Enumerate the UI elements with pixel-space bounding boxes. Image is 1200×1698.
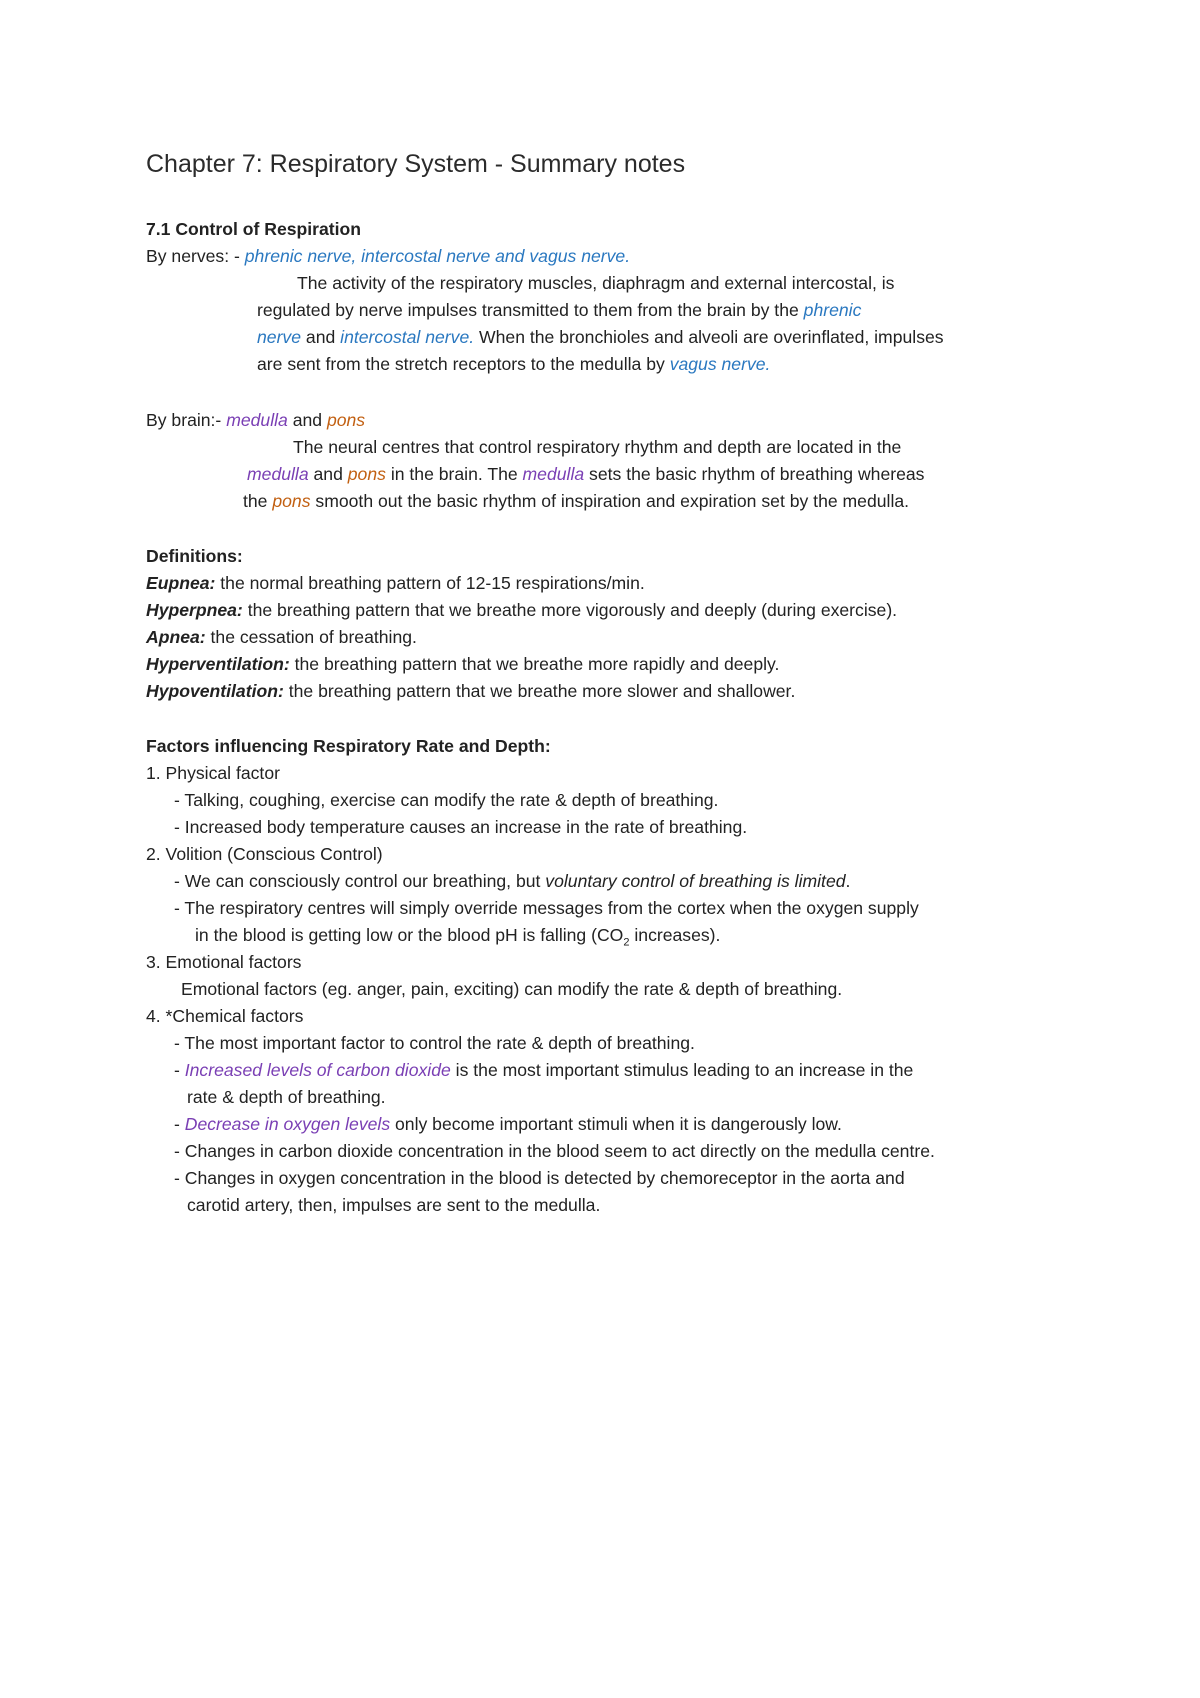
- definition-text: the breathing pattern that we breathe more rapidly and deeply.: [294, 654, 780, 674]
- text-span: are sent from the stretch receptors to the medulla by: [257, 354, 665, 374]
- pons-term: pons: [272, 491, 311, 511]
- definition-text: the cessation of breathing.: [210, 627, 417, 647]
- nerves-paragraph-line-2: [257, 297, 861, 324]
- definitions-heading: Definitions:: [146, 546, 243, 566]
- phrenic-term: phrenic: [803, 300, 862, 320]
- factor-bullet: - Increased body temperature causes an increase in the rate of breathing.: [174, 817, 748, 837]
- factor-title: 2. Volition (Conscious Control): [146, 844, 383, 864]
- medulla-term: medulla: [247, 464, 309, 484]
- text-span: is the most important stimulus leading to an increase in the: [455, 1060, 914, 1080]
- definition-item: [146, 597, 897, 624]
- text-span: .: [845, 871, 851, 891]
- text-span: When the bronchioles and alveoli are overinflated, impulses: [479, 327, 944, 347]
- nerves-list: phrenic nerve, intercostal nerve and vagus nerve: [244, 246, 626, 266]
- subscript: 2: [623, 936, 630, 949]
- nerves-paragraph-line-1: The activity of the respiratory muscles, diaphragm and external intercostal, is: [297, 273, 895, 293]
- text-span: in the blood is getting low or the blood pH is falling (CO: [195, 925, 624, 945]
- brain-paragraph-line-2: [247, 461, 924, 488]
- definition-term: Hyperpnea:: [146, 600, 243, 620]
- factor-bullet-continuation: carotid artery, then, impulses are sent to the medulla.: [187, 1195, 601, 1215]
- brain-line: [146, 407, 365, 434]
- vagus-term: vagus nerve.: [669, 354, 771, 374]
- medulla-term: medulla: [522, 464, 585, 484]
- definition-text: the breathing pattern that we breathe more vigorously and deeply (during exercise).: [247, 600, 898, 620]
- definition-term: Apnea:: [146, 627, 206, 647]
- brain-paragraph-line-3: [243, 488, 909, 515]
- nerves-label: By nerves: -: [146, 246, 240, 266]
- definition-term: Hypoventilation:: [146, 681, 284, 701]
- text-span: only become important stimuli when it is dangerously low.: [395, 1114, 842, 1134]
- factor-title: 4. *Chemical factors: [146, 1006, 304, 1026]
- factor-bullet-continuation: [195, 922, 720, 949]
- factor-bullet: [174, 1057, 913, 1084]
- factor-bullet: [174, 868, 850, 895]
- highlight-term: Decrease in oxygen levels: [184, 1114, 391, 1134]
- text-span: - We can consciously control our breathing, but: [174, 871, 541, 891]
- emphasis-text: voluntary control of breathing is limited: [545, 871, 846, 891]
- text-span: and: [292, 410, 323, 430]
- nerves-line: [146, 243, 630, 270]
- definition-term: Hyperventilation:: [146, 654, 290, 674]
- factor-bullet: - Changes in oxygen concentration in the blood is detected by chemoreceptor in the aorta and: [174, 1168, 905, 1188]
- section-heading: 7.1 Control of Respiration: [146, 219, 362, 239]
- text-span: in the brain. The: [390, 464, 518, 484]
- text-span: the: [243, 491, 268, 511]
- definition-item: [146, 678, 795, 705]
- text-span: smooth out the basic rhythm of inspiration and expiration set by the medulla.: [315, 491, 910, 511]
- nerves-paragraph-line-4: [257, 351, 770, 378]
- definition-item: [146, 570, 645, 597]
- factor-bullet: [174, 1111, 842, 1138]
- factor-bullet-continuation: rate & depth of breathing.: [187, 1087, 386, 1107]
- highlight-term: Increased levels of carbon dioxide: [184, 1060, 451, 1080]
- intercostal-term: intercostal nerve.: [340, 327, 475, 347]
- definition-text: the breathing pattern that we breathe more slower and shallower.: [288, 681, 796, 701]
- nerves-paragraph-line-3: [257, 324, 944, 351]
- definition-text: the normal breathing pattern of 12-15 respirations/min.: [220, 573, 645, 593]
- text-span: increases).: [629, 925, 721, 945]
- factor-text: Emotional factors (eg. anger, pain, exciting) can modify the rate & depth of breathing.: [181, 979, 843, 999]
- page-title: Chapter 7: Respiratory System - Summary notes: [146, 150, 686, 178]
- factor-bullet: - Talking, coughing, exercise can modify the rate & depth of breathing.: [174, 790, 719, 810]
- definition-item: [146, 651, 779, 678]
- pons-term: pons: [347, 464, 386, 484]
- text-span: and: [305, 327, 336, 347]
- text-span: and: [313, 464, 343, 484]
- factor-bullet: - Changes in carbon dioxide concentration in the blood seem to act directly on the medulla centre.: [174, 1141, 935, 1161]
- nerves-dot: .: [625, 246, 631, 266]
- factor-title: 1. Physical factor: [146, 763, 280, 783]
- nerve-term: nerve: [257, 327, 302, 347]
- text-span: -: [174, 1060, 180, 1080]
- factor-bullet: - The most important factor to control the rate & depth of breathing.: [174, 1033, 695, 1053]
- factors-heading: Factors influencing Respiratory Rate and Depth:: [146, 736, 551, 756]
- factor-bullet: - The respiratory centres will simply override messages from the cortex when the oxygen supply: [174, 898, 919, 918]
- text-span: regulated by nerve impulses transmitted to them from the brain by the: [257, 300, 799, 320]
- definition-item: [146, 624, 417, 651]
- text-span: -: [174, 1114, 180, 1134]
- factor-title: 3. Emotional factors: [146, 952, 302, 972]
- brain-label: By brain:-: [146, 410, 222, 430]
- medulla-term: medulla: [226, 410, 288, 430]
- definition-term: Eupnea:: [146, 573, 216, 593]
- brain-paragraph-line-1: The neural centres that control respiratory rhythm and depth are located in the: [293, 437, 902, 457]
- text-span: sets the basic rhythm of breathing whereas: [589, 464, 925, 484]
- pons-term: pons: [326, 410, 366, 430]
